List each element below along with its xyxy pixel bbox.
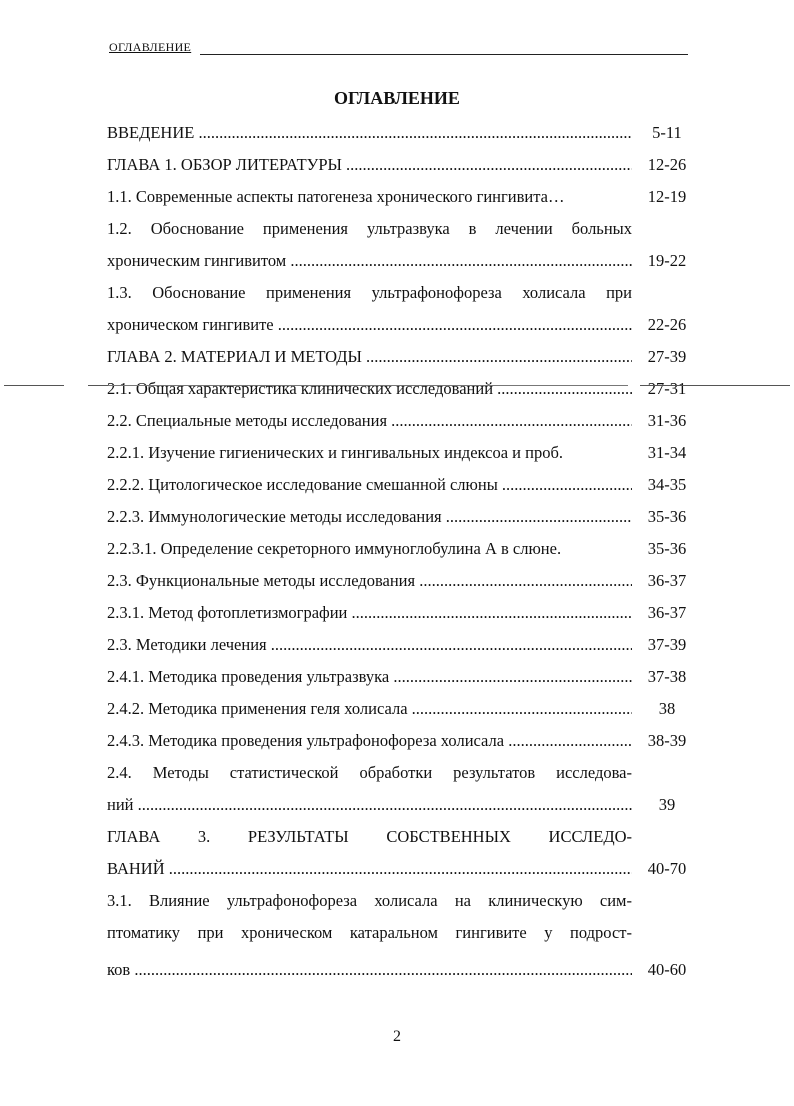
toc-entry-pages: 40-70 <box>647 859 687 878</box>
toc-entry <box>107 758 702 788</box>
toc-entry-text: птоматику при хроническом катаральном гингивите у подрост- <box>107 923 632 942</box>
toc-entry-text: 1.1. Современные аспекты патогенеза хронического гингивита… <box>107 187 565 206</box>
toc-entry-text: 2.3. Функциональные методы исследования ..... <box>107 566 632 596</box>
scan-artifact-line <box>640 385 790 386</box>
toc-entry <box>107 598 702 628</box>
page-number: 2 <box>393 1028 401 1045</box>
toc-entry-text: 2.2.2. Цитологическое исследование смешанной слюны ..... <box>107 470 632 500</box>
toc-entry-text: 1.2. Обоснование применения ультразвука в лечении больных <box>107 219 632 238</box>
toc-entry-pages: 40-60 <box>647 960 687 979</box>
toc-entry-pages: 37-39 <box>647 635 687 654</box>
toc-entry-text: ГЛАВА 3. РЕЗУЛЬТАТЫ СОБСТВЕННЫХ ИССЛЕДО- <box>107 827 632 846</box>
toc-entry-pages: 39 <box>658 795 676 814</box>
toc-entry <box>107 502 702 532</box>
toc-entry-pages: 35-36 <box>647 507 687 526</box>
toc-entry <box>107 150 702 180</box>
toc-entry-pages: 34-35 <box>647 475 687 494</box>
toc-entry <box>107 790 702 820</box>
toc-entry-text: 2.2.1. Изучение гигиенических и гингивальных индексоа и проб. <box>107 443 563 462</box>
toc-entry <box>107 822 702 852</box>
toc-entry <box>107 278 702 308</box>
toc-entry-text: 2.2.3. Иммунологические методы исследования ..... <box>107 502 632 532</box>
toc-entry <box>107 246 702 276</box>
toc-entry <box>107 630 702 660</box>
toc-entry-pages: 5-11 <box>652 123 682 142</box>
toc-entry-pages: 22-26 <box>647 315 687 334</box>
toc-entry <box>107 342 702 372</box>
toc-entry-text: ГЛАВА 2. МАТЕРИАЛ И МЕТОДЫ ..... <box>107 342 632 372</box>
toc-entry <box>107 438 702 468</box>
toc-entry <box>107 214 702 244</box>
toc-entry-text: ний ..... <box>107 790 632 820</box>
toc-entry-pages: 31-34 <box>647 443 687 462</box>
toc-entry-text: ков ..... <box>107 955 632 985</box>
toc-entry-text: ГЛАВА 1. ОБЗОР ЛИТЕРАТУРЫ ..... <box>107 150 632 180</box>
toc-entry <box>107 662 702 692</box>
toc-entry-pages: 12-26 <box>647 155 687 174</box>
toc-entry <box>107 310 702 340</box>
toc-entry-text: 2.4.1. Методика проведения ультразвука ..... <box>107 662 632 692</box>
toc-entry-pages: 36-37 <box>647 603 687 622</box>
toc-entry-pages: 31-36 <box>647 411 687 430</box>
header-rule <box>200 54 688 55</box>
strikethrough-line <box>108 385 628 386</box>
toc-entry <box>107 406 702 436</box>
scan-artifact-line <box>88 385 108 386</box>
toc-entry-pages: 27-31 <box>647 379 687 398</box>
toc-entry-pages: 36-37 <box>647 571 687 590</box>
toc-entry-pages: 37-38 <box>647 667 687 686</box>
toc-entry-text: 2.4. Методы статистической обработки результатов исследова- <box>107 763 632 782</box>
toc-entry <box>107 726 702 756</box>
toc-entry-text: хроническом гингивите ..... <box>107 310 632 340</box>
toc-entry <box>107 566 702 596</box>
toc-entry-text: хроническим гингивитом ..... <box>107 246 632 276</box>
toc-entry-text: 2.4.2. Методика применения геля холисала ..... <box>107 694 632 724</box>
toc-entry-pages: 38-39 <box>647 731 687 750</box>
page-title: ОГЛАВЛЕНИЕ <box>334 88 460 108</box>
toc-entry-pages: 12-19 <box>647 187 687 206</box>
toc-entry <box>107 182 702 212</box>
toc-entry-text: 2.4.3. Методика проведения ультрафонофореза холисала ..... <box>107 726 632 756</box>
toc-entry-pages: 38 <box>658 699 676 718</box>
toc-entry-pages: 35-36 <box>647 539 687 558</box>
toc-entry <box>107 470 702 500</box>
toc-entry <box>107 534 702 564</box>
scan-artifact-line <box>4 385 64 386</box>
toc-entry-text: 2.1. Общая характеристика клинических исследований ..... <box>107 374 632 404</box>
toc-entry <box>107 694 702 724</box>
toc-entry-text: 2.2.3.1. Определение секреторного иммуноглобулина А в слюне. <box>107 539 562 558</box>
toc-entry-text: 3.1. Влияние ультрафонофореза холисала на клиническую сим- <box>107 891 632 910</box>
toc-entry <box>107 955 702 985</box>
toc-entry <box>107 374 702 404</box>
toc-entry-text: 2.3.1. Метод фотоплетизмографии ..... <box>107 598 632 628</box>
toc-entry-text: ВАНИЙ ..... <box>107 854 632 884</box>
toc-entry-text: ВВЕДЕНИЕ ..... <box>107 118 632 148</box>
toc-entry <box>107 918 702 948</box>
toc-entry-text: 2.3. Методики лечения ..... <box>107 630 632 660</box>
toc-entry-text: 2.2. Специальные методы исследования ..... <box>107 406 632 436</box>
running-header: ОГЛАВЛЕНИЕ <box>109 40 192 54</box>
toc-entry-pages: 19-22 <box>647 251 687 270</box>
toc-entry <box>107 886 702 916</box>
toc-entry <box>107 118 702 148</box>
toc-entry <box>107 854 702 884</box>
toc-entry-text: 1.3. Обоснование применения ультрафонофореза холисала при <box>107 283 632 302</box>
toc-entry-pages: 27-39 <box>647 347 687 366</box>
